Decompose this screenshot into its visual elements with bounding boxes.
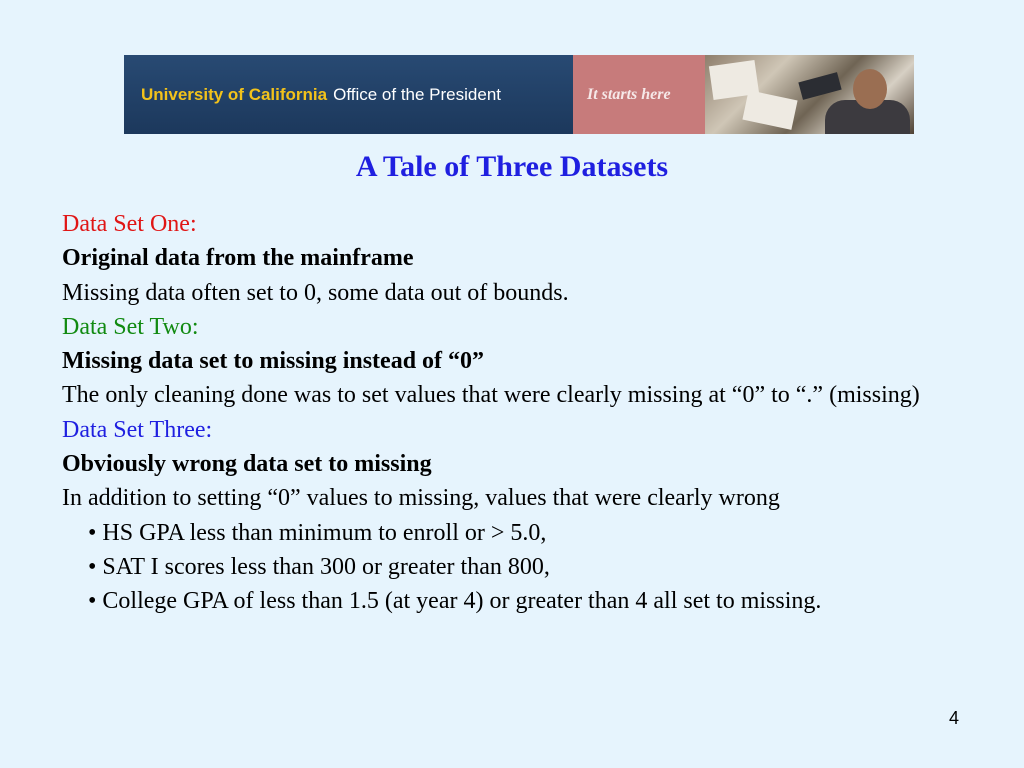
university-name: University of California: [141, 85, 328, 104]
section-two-subheading: Missing data set to missing instead of “0”: [62, 348, 485, 375]
section-three-description: In addition to setting “0” values to missing, values that were clearly wrong: [62, 485, 780, 512]
banner-title: [141, 85, 501, 105]
page-number: 4: [949, 708, 960, 728]
banner-photo: [705, 55, 914, 134]
section-one-subheading: Original data from the mainframe: [62, 245, 414, 272]
photo-paper-2: [742, 90, 797, 130]
slide-body: [62, 207, 942, 619]
bullet-icon: •: [88, 553, 97, 580]
section-three-heading: Data Set Three:: [62, 416, 213, 443]
bullet-text: SAT I scores less than 300 or greater than 800,: [102, 553, 550, 580]
section-two-heading: Data Set Two:: [62, 313, 199, 340]
bullet-text: HS GPA less than minimum to enroll or > 5.0,: [102, 519, 547, 546]
bullet-icon: •: [88, 588, 97, 615]
bullet-icon: •: [88, 519, 97, 546]
section-two-description: The only cleaning done was to set values that were clearly missing at “0” to “.” (missing): [62, 382, 920, 409]
slide-title: A Tale of Three Datasets: [355, 150, 669, 183]
office-name: Office of the President: [333, 85, 502, 104]
banner-tagline-panel: [573, 55, 705, 134]
bullet-text: College GPA of less than 1.5 (at year 4) or greater than 4 all set to missing.: [102, 588, 822, 615]
banner: [124, 55, 914, 134]
section-three-subheading: Obviously wrong data set to missing: [62, 451, 432, 478]
banner-tagline: It starts here: [587, 86, 671, 103]
bullet-item: [88, 516, 942, 550]
bullet-item: [88, 584, 942, 618]
photo-person-head: [853, 69, 887, 109]
banner-brand-panel: [124, 55, 573, 134]
photo-keyboard: [798, 72, 841, 100]
section-one-description: Missing data often set to 0, some data out of bounds.: [62, 279, 569, 306]
bullet-item: [88, 550, 942, 584]
section-one-heading: Data Set One:: [62, 211, 197, 237]
